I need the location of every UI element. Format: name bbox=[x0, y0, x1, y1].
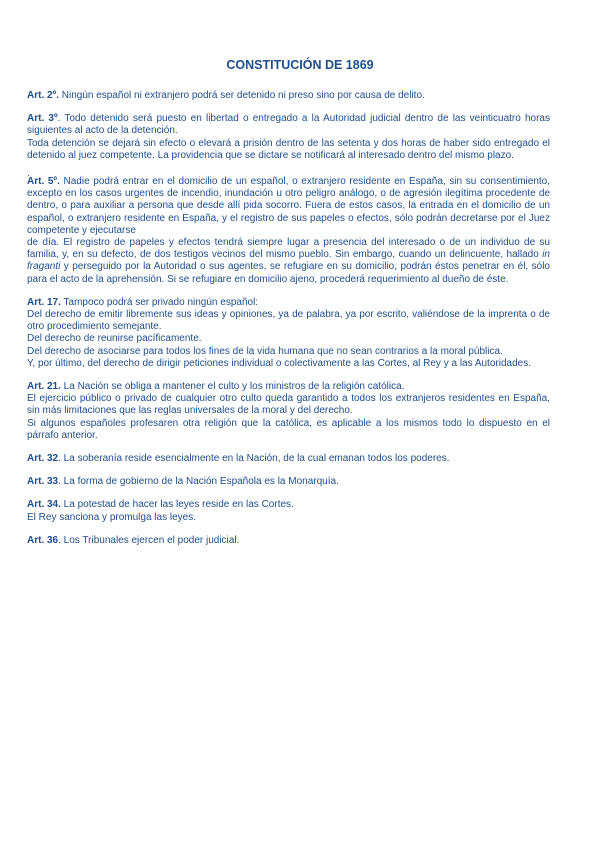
article-32-label: Art. 32 bbox=[27, 453, 59, 465]
article-32 bbox=[27, 453, 550, 465]
article-17-item: Y, por último, del derecho de dirigir peticiones individual o colectivamente a las Cortes, al Rey y a las Autoridades. bbox=[27, 357, 531, 369]
separator-dot: . bbox=[27, 168, 30, 180]
article-21-item: Si algunos españoles profesaren otra religión que la católica, es aplicable a los mismos todo lo dispuesto en el párrafo anterior. bbox=[27, 417, 550, 441]
article-33 bbox=[27, 476, 550, 488]
article-17 bbox=[27, 297, 550, 370]
article-17-text: Tampoco podrá ser privado ningún español: bbox=[60, 296, 259, 308]
article-17-label: Art. 17. bbox=[27, 296, 61, 308]
article-21-item: El ejercicio público o privado de cualquier otro culto queda garantido a todos los extranjeros residentes en España, sin más limitaciones que las reglas universales de la moral y del derecho. bbox=[27, 393, 550, 417]
article-36 bbox=[27, 535, 550, 547]
article-21-label: Art. 21. bbox=[27, 381, 61, 393]
article-33-paragraph bbox=[27, 476, 550, 488]
article-17-item: Del derecho de emitir libremente sus ideas y opiniones, ya de palabra, ya por escrito, valiéndose de la imprenta o de otro procedimiento semejante. bbox=[27, 309, 550, 333]
article-36-text: . Los Tribunales ejercen el poder judicial. bbox=[58, 534, 240, 546]
article-34-paragraph bbox=[27, 499, 550, 511]
article-17-item: Del derecho de asociarse para todos los fines de la vida humana que no sean contrarios a la moral pública. bbox=[27, 345, 503, 357]
article-5-paragraph-2 bbox=[27, 237, 550, 286]
document-body bbox=[27, 90, 550, 558]
article-3 bbox=[27, 113, 550, 162]
article-5-text-1: Nadie podrá entrar en el domicilio de un español, o extranjero residente en España, sin su consentimiento, excepto en los casos urgentes de incendio, inundación u otro peligro análogo, o de agresión ilegítima procedente de dentro, o para auxiliar a persona que desde allí pida socorro. Fuera de estos casos, la entrada en el domicilio de un español, o extranjero residente en España, y el registro de sus papeles o efectos, sólo podrán decretarse por el Juez competente y ejecutarse bbox=[27, 176, 550, 236]
article-34-label: Art. 34. bbox=[27, 499, 61, 511]
article-2 bbox=[27, 90, 550, 102]
article-21 bbox=[27, 381, 550, 442]
article-2-paragraph bbox=[27, 90, 550, 102]
article-17-paragraph bbox=[27, 297, 550, 309]
article-2-label: Art. 2º. bbox=[27, 90, 59, 101]
article-3-text-1: . Todo detenido será puesto en libertad o entregado a la Autoridad judicial dentro de las veinticuatro horas siguientes al acto de la detención. bbox=[27, 113, 550, 137]
article-34-text: La potestad de hacer las leyes reside en las Cortes. bbox=[60, 499, 294, 511]
article-5-text-2b: y perseguido por la Autoridad o sus agentes, se refugiare en su domicilio, podrán éstos penetrar en él, sólo para el acto de la aprehensión. Si se refugiare en domicilio ajeno, procederá requerimiento al dueño de éste. bbox=[27, 261, 550, 285]
article-32-paragraph bbox=[27, 453, 550, 465]
article-5-paragraph-1 bbox=[27, 176, 550, 237]
page-title: CONSTITUCIÓN DE 1869 bbox=[226, 58, 374, 72]
article-21-paragraph bbox=[27, 381, 550, 393]
article-21-text: La Nación se obliga a mantener el culto y los ministros de la religión católica. bbox=[60, 381, 405, 393]
article-34-item: El Rey sanciona y promulga las leyes. bbox=[27, 511, 196, 523]
article-34 bbox=[27, 499, 550, 523]
article-2-text: Ningún español ni extranjero podrá ser detenido ni preso sino por causa de delito. bbox=[59, 90, 425, 101]
article-5 bbox=[27, 176, 550, 286]
article-5-text-2a: de día. El registro de papeles y efectos tendrá siempre lugar a presencia del interesado o de un individuo de su familia, y, en su defecto, de dos testigos vecinos del mismo pueblo. Sin embargo, cuando un delincuente, hallado bbox=[27, 237, 550, 261]
article-33-text: . La forma de gobierno de la Nación Española es la Monarquía. bbox=[58, 476, 339, 488]
article-5-italic: in fraganti bbox=[27, 249, 550, 273]
article-32-text: . La soberanía reside esencialmente en la Nación, de la cual emanan todos los poderes. bbox=[58, 453, 450, 465]
article-36-label: Art. 36 bbox=[27, 534, 59, 546]
article-3-label: Art. 3º bbox=[27, 113, 58, 125]
article-3-paragraph-1 bbox=[27, 113, 550, 137]
article-17-item: Del derecho de reunirse pacíficamente. bbox=[27, 333, 202, 345]
article-33-label: Art. 33 bbox=[27, 476, 59, 488]
article-36-paragraph bbox=[27, 535, 550, 547]
article-5-label: Art. 5º. bbox=[27, 176, 60, 188]
article-3-paragraph-2: Toda detención se dejará sin efecto o elevará a prisión dentro de las setenta y dos horas de haber sido entregado el detenido al juez competente. La providencia que se dictare se notificará al interesado dentro del mismo plazo. bbox=[27, 137, 550, 161]
